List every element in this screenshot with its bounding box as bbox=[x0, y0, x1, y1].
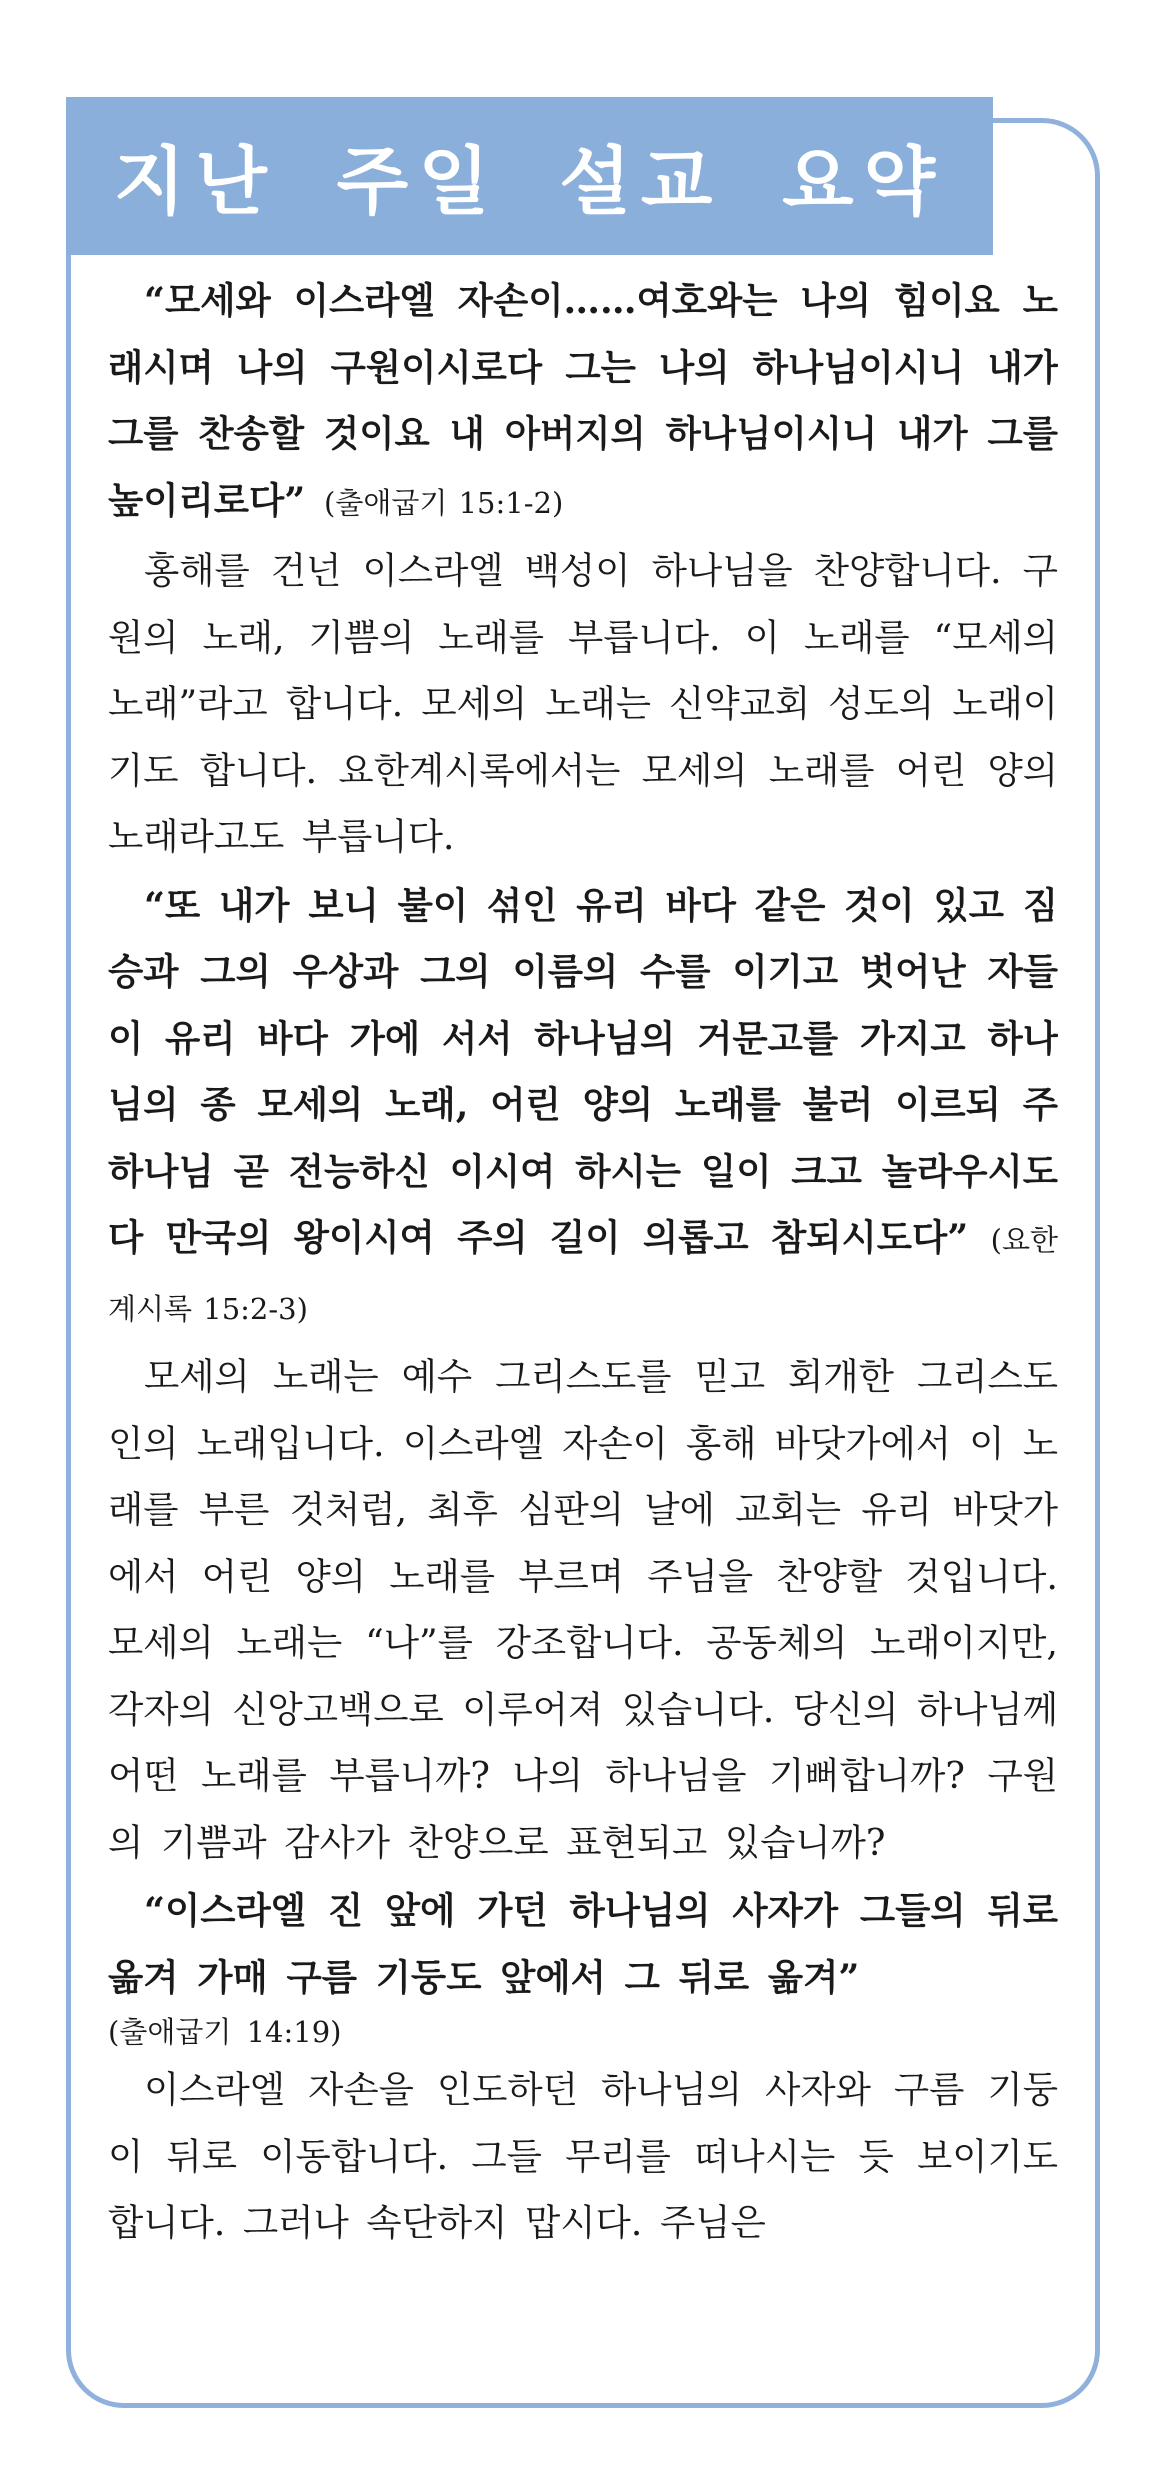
title-banner bbox=[66, 97, 993, 255]
body-paragraph bbox=[108, 2057, 1058, 2257]
body-paragraph bbox=[108, 538, 1058, 871]
paragraph-text: 이스라엘 자손을 인도하던 하나님의 사자와 구름 기둥이 뒤로 이동합니다. 그들 무리를 떠나시는 듯 보이기도 합니다. 그러나 속단하지 맙시다. 주님은 bbox=[108, 2068, 1058, 2244]
scripture-quote bbox=[108, 873, 1058, 1343]
body-paragraph bbox=[108, 1344, 1058, 1876]
quote-text: “이스라엘 진 앞에 가던 하나님의 사자가 그들의 뒤로 옮겨 가매 구름 기둥도 앞에서 그 뒤로 옮겨” bbox=[108, 1889, 1058, 1999]
paragraph-text: 모세의 노래는 예수 그리스도를 믿고 회개한 그리스도인의 노래입니다. 이스라엘 자손이 홍해 바닷가에서 이 노래를 부른 것처럼, 최후 심판의 날에 교회는 유리 바닷가에서 어린 양의 노래를 부르며 주님을 찬양할 것입니다. 모세의 노래는 “나”를 강조합니다. 공동체의 노래이지만, 각자의 신앙고백으로 이루어져 있습니다. 당신의 하나님께 어떤 노래를 부릅니까? 나의 하나님을 기뻐합니까? 구원의 기쁨과 감사가 찬양으로 표현되고 있습니까? bbox=[108, 1355, 1058, 1864]
quote-text: “또 내가 보니 불이 섞인 유리 바다 같은 것이 있고 짐승과 그의 우상과 그의 이름의 수를 이기고 벗어난 자들이 유리 바다 가에 서서 하나님의 거문고를 가지고 하나님의 종 모세의 노래, 어린 양의 노래를 불러 이르되 주 하나님 곧 전능하신 이시여 하시는 일이 크고 놀라우시도다 만국의 왕이시여 주의 길이 의롭고 참되시도다” bbox=[108, 883, 1058, 1259]
scripture-reference: (출애굽기 15:1-2) bbox=[324, 485, 564, 520]
scripture-reference: (출애굽기 14:19) bbox=[108, 2015, 342, 2049]
page-title: 지난 주일 설교 요약 bbox=[113, 139, 946, 225]
paragraph-text: 홍해를 건넌 이스라엘 백성이 하나님을 찬양합니다. 구원의 노래, 기쁨의 노래를 부릅니다. 이 노래를 “모세의 노래”라고 합니다. 모세의 노래는 신약교회 성도의 노래이기도 합니다. 요한계시록에서는 모세의 노래를 어린 양의 노래라고도 부릅니다. bbox=[108, 549, 1058, 858]
scripture-reference: (요한계시록 15:2-3) bbox=[108, 1223, 1058, 1326]
sermon-summary-body bbox=[108, 268, 1058, 2378]
scripture-quote bbox=[108, 1878, 1058, 2057]
scripture-quote bbox=[108, 268, 1058, 536]
quote-text: “모세와 이스라엘 자손이……여호와는 나의 힘이요 노래시며 나의 구원이시로다 그는 나의 하나님이시니 내가 그를 찬송할 것이요 내 아버지의 하나님이시니 내가 그를 높이리로다” bbox=[108, 279, 1058, 522]
